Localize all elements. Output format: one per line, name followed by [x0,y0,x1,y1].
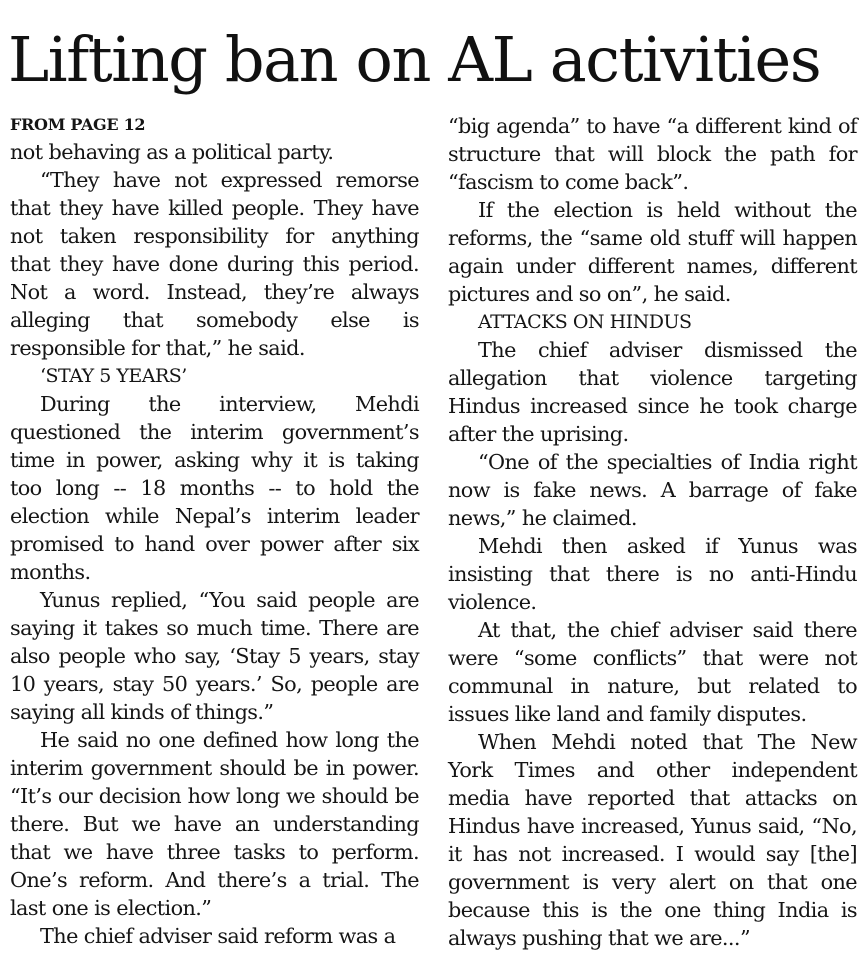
paragraph: When Mehdi noted that The New York Times and other independent media have reported that attacks on Hindus have increased, Yunus said, “No, it has not increased. I would say [the] government is very alert on that one because this is the one thing India is always pushing that we are...” [448,730,857,950]
paragraph: not behaving as a political party. [10,140,334,164]
article-column-left [10,112,419,950]
paragraph: Yunus replied, “You said people are saying it takes so much time. There are also people who say, ‘Stay 5 years, stay 10 years, stay 50 years.’ So, people are saying all kinds of things.” [10,588,419,724]
paragraph: “big agenda” to have “a different kind of structure that will block the path for “fascism to come back”. [448,114,857,194]
paragraph: Mehdi then asked if Yunus was insisting that there is no anti-Hindu violence. [448,534,857,614]
paragraph: If the election is held without the reforms, the “same old stuff will happen again under different names, different pictures and so on”, he said. [448,198,857,306]
subhead-attacks-on-hindus: ATTACKS ON HINDUS [478,311,692,333]
paragraph: The chief adviser dismissed the allegation that violence targeting Hindus increased since he took charge after the uprising. [448,338,857,446]
paragraph: At that, the chief adviser said there were “some conflicts” that were not communal in nature, but related to issues like land and family disputes. [448,618,857,726]
paragraph: He said no one defined how long the interim government should be in power. “It’s our decision how long we should be there. But we have an understanding that we have three tasks to perform. One’s reform. And there’s a trial. The last one is election.” [10,728,419,920]
paragraph: The chief adviser said reform was a [40,924,396,948]
paragraph: During the interview, Mehdi questioned the interim government’s time in power, asking why it is taking too long -- 18 months -- to hold the election while Nepal’s interim leader promised to hand over power after six months. [10,392,419,584]
paragraph: “One of the specialties of India right now is fake news. A barrage of fake news,” he claimed. [448,450,857,530]
subhead-stay-5-years: ‘STAY 5 YEARS’ [40,365,187,387]
jump-line: FROM PAGE 12 [10,115,146,134]
headline: Lifting ban on AL activities [8,23,821,96]
article-column-right [448,112,857,952]
paragraph: “They have not expressed remorse that they have killed people. They have not taken responsibility for anything that they have done during this period. Not a word. Instead, they’re always alleging that somebody else is responsible for that,” he said. [10,168,419,360]
